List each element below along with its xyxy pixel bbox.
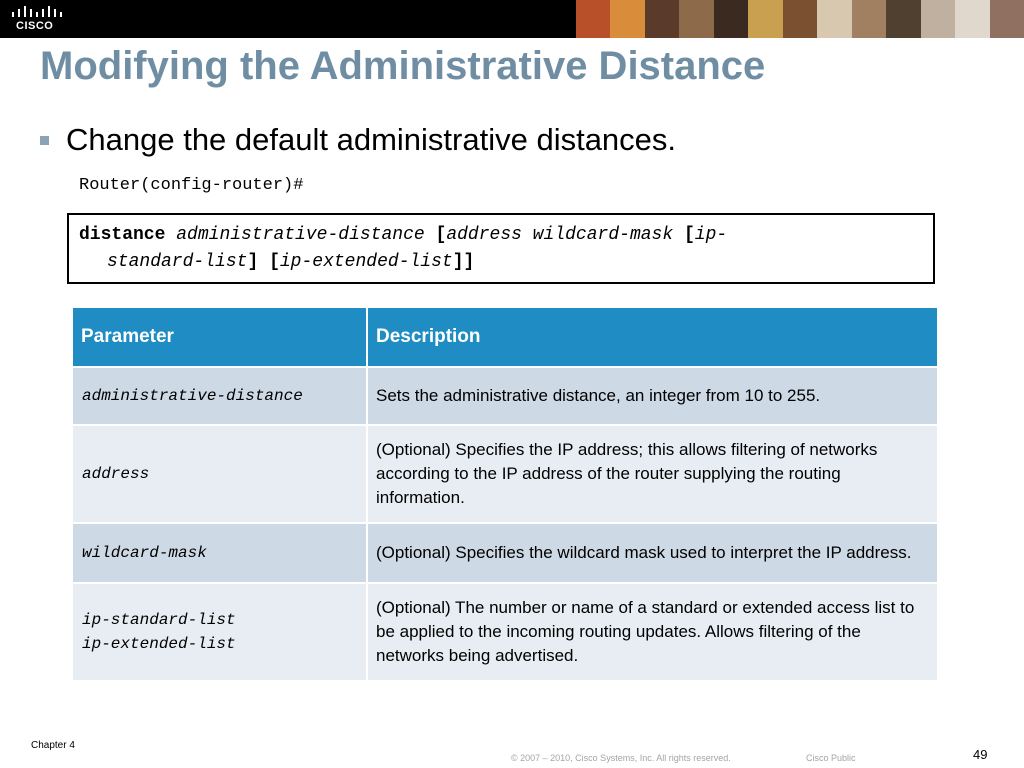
parameter-name: address xyxy=(82,465,150,483)
logo-wordmark: CISCO xyxy=(16,20,54,32)
banner-photo-tile xyxy=(921,0,955,38)
banner-photo-tile xyxy=(748,0,782,38)
column-header-description: Description xyxy=(367,307,938,367)
footer-chapter: Chapter 4 xyxy=(31,740,75,751)
cisco-bridge-icon xyxy=(11,6,63,18)
bullet-text: Change the default administrative distances. xyxy=(66,122,677,157)
parameter-cell xyxy=(72,583,367,681)
banner-photo-tile xyxy=(610,0,644,38)
bullet-item xyxy=(40,122,676,158)
banner-photo-tile xyxy=(817,0,851,38)
banner-photo-tile xyxy=(714,0,748,38)
command-bracket-open: [ xyxy=(435,225,447,245)
command-bracket-close-2: ]] xyxy=(452,252,475,272)
command-bracket-close: ] xyxy=(247,252,259,272)
parameter-name: wildcard-mask xyxy=(82,544,207,562)
table-header-row xyxy=(72,307,938,367)
footer-copyright: © 2007 – 2010, Cisco Systems, Inc. All rights reserved. xyxy=(511,753,731,763)
command-arg-admin-distance: administrative-distance xyxy=(176,225,425,245)
banner-photo-tile xyxy=(852,0,886,38)
banner-photo-tile xyxy=(783,0,817,38)
table-row xyxy=(72,425,938,523)
command-line-1 xyxy=(79,225,727,245)
photo-strip xyxy=(576,0,1024,38)
command-line-2 xyxy=(107,252,474,272)
top-banner xyxy=(0,0,1024,38)
banner-photo-tile xyxy=(679,0,713,38)
banner-band xyxy=(76,0,576,38)
banner-photo-tile xyxy=(886,0,920,38)
slide-title: Modifying the Administrative Distance xyxy=(40,44,766,88)
table-row xyxy=(72,583,938,681)
description-cell: (Optional) Specifies the IP address; this allows filtering of networks according to the IP address of the router supplying the routing information. xyxy=(367,425,938,523)
description-cell: (Optional) Specifies the wildcard mask used to interpret the IP address. xyxy=(367,523,938,583)
router-prompt: Router(config-router)# xyxy=(79,176,304,195)
banner-photo-tile xyxy=(990,0,1024,38)
description-cell: (Optional) The number or name of a standard or extended access list to be applied to the incoming routing updates. Allows filtering of the networks being advertised. xyxy=(367,583,938,681)
description-cell: Sets the administrative distance, an integer from 10 to 255. xyxy=(367,367,938,425)
command-arg-ext-list: ip-extended-list xyxy=(279,252,453,272)
table-row xyxy=(72,367,938,425)
banner-photo-tile xyxy=(645,0,679,38)
command-bracket-open-3: [ xyxy=(269,252,280,272)
command-bracket-open-2: [ xyxy=(683,225,695,245)
parameter-cell xyxy=(72,367,367,425)
parameter-table xyxy=(71,306,939,682)
command-keyword: distance xyxy=(79,225,166,245)
parameter-name: administrative-distance xyxy=(82,387,303,405)
command-arg-address-mask: address wildcard-mask xyxy=(446,225,674,245)
parameter-name: ip-standard-list xyxy=(82,611,236,629)
page-number: 49 xyxy=(973,747,988,762)
command-syntax-box xyxy=(67,213,935,284)
command-arg-std-list-part1: ip- xyxy=(694,225,728,245)
cisco-logo xyxy=(0,0,76,38)
parameter-name: ip-extended-list xyxy=(82,635,236,653)
command-arg-std-list-part2: standard-list xyxy=(107,252,248,272)
column-header-parameter: Parameter xyxy=(72,307,367,367)
bullet-square-icon xyxy=(40,136,49,145)
banner-photo-tile xyxy=(955,0,989,38)
footer-classification: Cisco Public xyxy=(806,753,856,763)
parameter-cell xyxy=(72,425,367,523)
parameter-cell xyxy=(72,523,367,583)
table-row xyxy=(72,523,938,583)
banner-photo-tile xyxy=(576,0,610,38)
